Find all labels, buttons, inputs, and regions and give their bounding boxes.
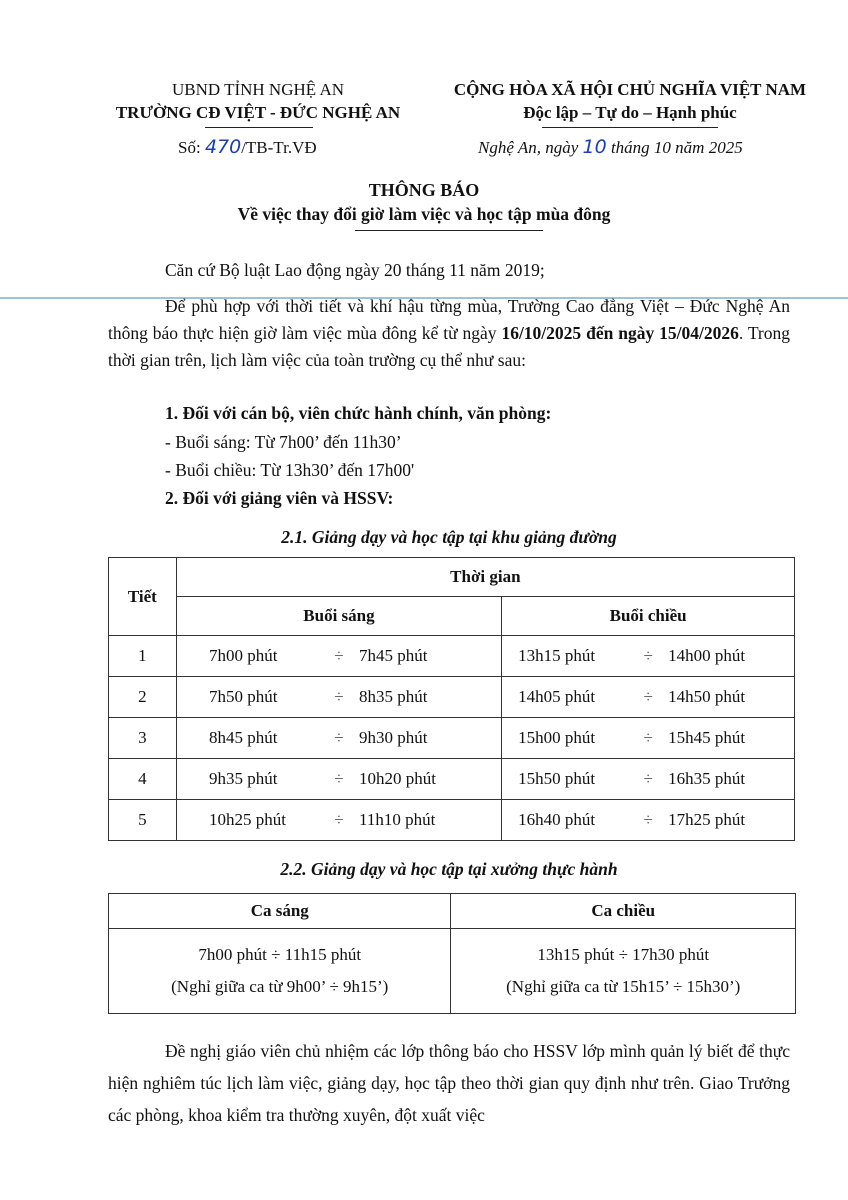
doc-number-handwritten: 470 bbox=[204, 136, 242, 158]
time-to: 14h00 phút bbox=[668, 646, 746, 665]
issuer-authority: UBND TỈNH NGHỆ AN bbox=[171, 80, 345, 99]
date-suffix: tháng 10 năm 2025 bbox=[610, 138, 743, 157]
afternoon-cell bbox=[502, 800, 795, 841]
afternoon-shift-time: 13h15 phút ÷ 17h30 phút bbox=[537, 945, 710, 964]
morning-cell bbox=[176, 800, 502, 841]
time-from: 9h35 phút bbox=[208, 769, 278, 788]
tiet-cell: 5 bbox=[109, 800, 177, 841]
range-separator: ÷ bbox=[334, 687, 344, 706]
section-1-morning: - Buổi sáng: Từ 7h00’ đến 11h30’ bbox=[165, 432, 402, 452]
legal-basis: Căn cứ Bộ luật Lao động ngày 20 tháng 11 năm 2019; bbox=[165, 260, 545, 280]
afternoon-cell bbox=[502, 636, 795, 677]
effective-period: 16/10/2025 đến ngày 15/04/2026 bbox=[501, 323, 739, 343]
section-2-1-title: 2.1. Giảng dạy và học tập tại khu giảng đường bbox=[281, 527, 617, 547]
tiet-cell: 2 bbox=[109, 677, 177, 718]
range-separator: ÷ bbox=[334, 646, 344, 665]
intro-text-a: Để phù hợp với thời tiết và khí hậu từng mùa, Trường Cao đẳng Việt – Đức Nghệ An thông báo thực hiện giờ làm việc mùa đông kể từ ngày bbox=[108, 296, 790, 343]
national-title: CỘNG HÒA XÃ HỘI CHỦ NGHĨA VIỆT NAM bbox=[453, 80, 807, 99]
range-separator: ÷ bbox=[334, 769, 344, 788]
national-motto: Độc lập – Tự do – Hạnh phúc bbox=[523, 103, 737, 122]
time-from: 13h15 phút bbox=[518, 646, 596, 665]
morning-shift-cell bbox=[109, 929, 451, 1014]
date-day-handwritten: 10 bbox=[582, 136, 607, 158]
time-to: 15h45 phút bbox=[668, 728, 746, 747]
closing-paragraph: Đề nghị giáo viên chủ nhiệm các lớp thông báo cho HSSV lớp mình quản lý biết để thực hiện nghiêm túc lịch làm việc, giảng dạy, học tập theo thời gian quy định như trên. Giao Trưởng các phòng, khoa kiểm tra thường xuyên, đột xuất việc bbox=[108, 1041, 790, 1125]
time-from: 7h50 phút bbox=[208, 687, 278, 706]
range-separator: ÷ bbox=[643, 687, 653, 706]
tiet-cell: 1 bbox=[109, 636, 177, 677]
afternoon-shift-cell bbox=[451, 929, 796, 1014]
time-from: 8h45 phút bbox=[208, 728, 278, 747]
header-ca-sang: Ca sáng bbox=[109, 894, 451, 929]
morning-shift-break: (Nghỉ giữa ca từ 9h00’ ÷ 9h15’) bbox=[171, 977, 389, 996]
afternoon-cell bbox=[502, 759, 795, 800]
range-separator: ÷ bbox=[643, 646, 653, 665]
document-number bbox=[178, 136, 317, 158]
time-from: 10h25 phút bbox=[208, 810, 286, 829]
document-date bbox=[478, 136, 743, 158]
range-separator: ÷ bbox=[643, 810, 653, 829]
table-row bbox=[109, 677, 795, 718]
workshop-schedule-table bbox=[108, 893, 796, 1014]
section-1-title: 1. Đối với cán bộ, viên chức hành chính, văn phòng: bbox=[165, 403, 552, 423]
time-from: 15h00 phút bbox=[518, 728, 596, 747]
morning-cell bbox=[176, 759, 502, 800]
time-to: 9h30 phút bbox=[358, 728, 428, 747]
section-1-afternoon: - Buổi chiều: Từ 13h30’ đến 17h00' bbox=[165, 460, 415, 480]
afternoon-cell bbox=[502, 718, 795, 759]
intro-paragraph bbox=[108, 293, 790, 374]
lecture-hall-schedule-table bbox=[108, 557, 795, 841]
time-from: 14h05 phút bbox=[518, 687, 596, 706]
table-row bbox=[109, 718, 795, 759]
date-prefix: Nghệ An, ngày bbox=[478, 138, 579, 157]
tiet-cell: 3 bbox=[109, 718, 177, 759]
notice-title: THÔNG BÁO bbox=[368, 180, 480, 200]
header-ca-chieu: Ca chiều bbox=[451, 894, 796, 929]
time-from: 7h00 phút bbox=[208, 646, 278, 665]
time-to: 10h20 phút bbox=[358, 769, 436, 788]
time-to: 7h45 phút bbox=[358, 646, 428, 665]
time-to: 8h35 phút bbox=[358, 687, 428, 706]
afternoon-cell bbox=[502, 677, 795, 718]
range-separator: ÷ bbox=[334, 810, 344, 829]
header-buoi-chieu: Buổi chiều bbox=[502, 597, 795, 636]
afternoon-shift-break: (Nghỉ giữa ca từ 15h15’ ÷ 15h30’) bbox=[506, 977, 741, 996]
intro-text-b: . Trong thời gian trên, lịch làm việc của toàn trường cụ thể như sau: bbox=[108, 323, 791, 370]
time-to: 16h35 phút bbox=[668, 769, 746, 788]
morning-cell bbox=[176, 636, 502, 677]
header-tiet: Tiết bbox=[109, 558, 177, 636]
morning-cell bbox=[176, 718, 502, 759]
range-separator: ÷ bbox=[643, 728, 653, 747]
tiet-cell: 4 bbox=[109, 759, 177, 800]
section-2-2-title: 2.2. Giảng dạy và học tập tại xưởng thực hành bbox=[280, 859, 618, 879]
range-separator: ÷ bbox=[643, 769, 653, 788]
table-row bbox=[109, 636, 795, 677]
time-from: 15h50 phút bbox=[518, 769, 596, 788]
table-row bbox=[109, 800, 795, 841]
time-to: 17h25 phút bbox=[668, 810, 746, 829]
notice-subtitle: Về việc thay đổi giờ làm việc và học tập mùa đông bbox=[237, 204, 611, 224]
doc-number-suffix: /TB-Tr.VĐ bbox=[241, 138, 317, 157]
time-from: 16h40 phút bbox=[518, 810, 596, 829]
time-to: 11h10 phút bbox=[358, 810, 436, 829]
motto-underline bbox=[542, 127, 718, 128]
table-row bbox=[109, 759, 795, 800]
section-2-title: 2. Đối với giảng viên và HSSV: bbox=[165, 488, 394, 508]
doc-number-prefix: Số: bbox=[178, 138, 201, 157]
header-thoi-gian: Thời gian bbox=[176, 558, 794, 597]
morning-shift-time: 7h00 phút ÷ 11h15 phút bbox=[198, 945, 362, 964]
issuer-underline bbox=[205, 127, 313, 128]
header-buoi-sang: Buổi sáng bbox=[176, 597, 502, 636]
morning-cell bbox=[176, 677, 502, 718]
subtitle-underline bbox=[355, 230, 543, 231]
range-separator: ÷ bbox=[334, 728, 344, 747]
time-to: 14h50 phút bbox=[668, 687, 746, 706]
issuer-school: TRƯỜNG CĐ VIỆT - ĐỨC NGHỆ AN bbox=[115, 103, 401, 122]
